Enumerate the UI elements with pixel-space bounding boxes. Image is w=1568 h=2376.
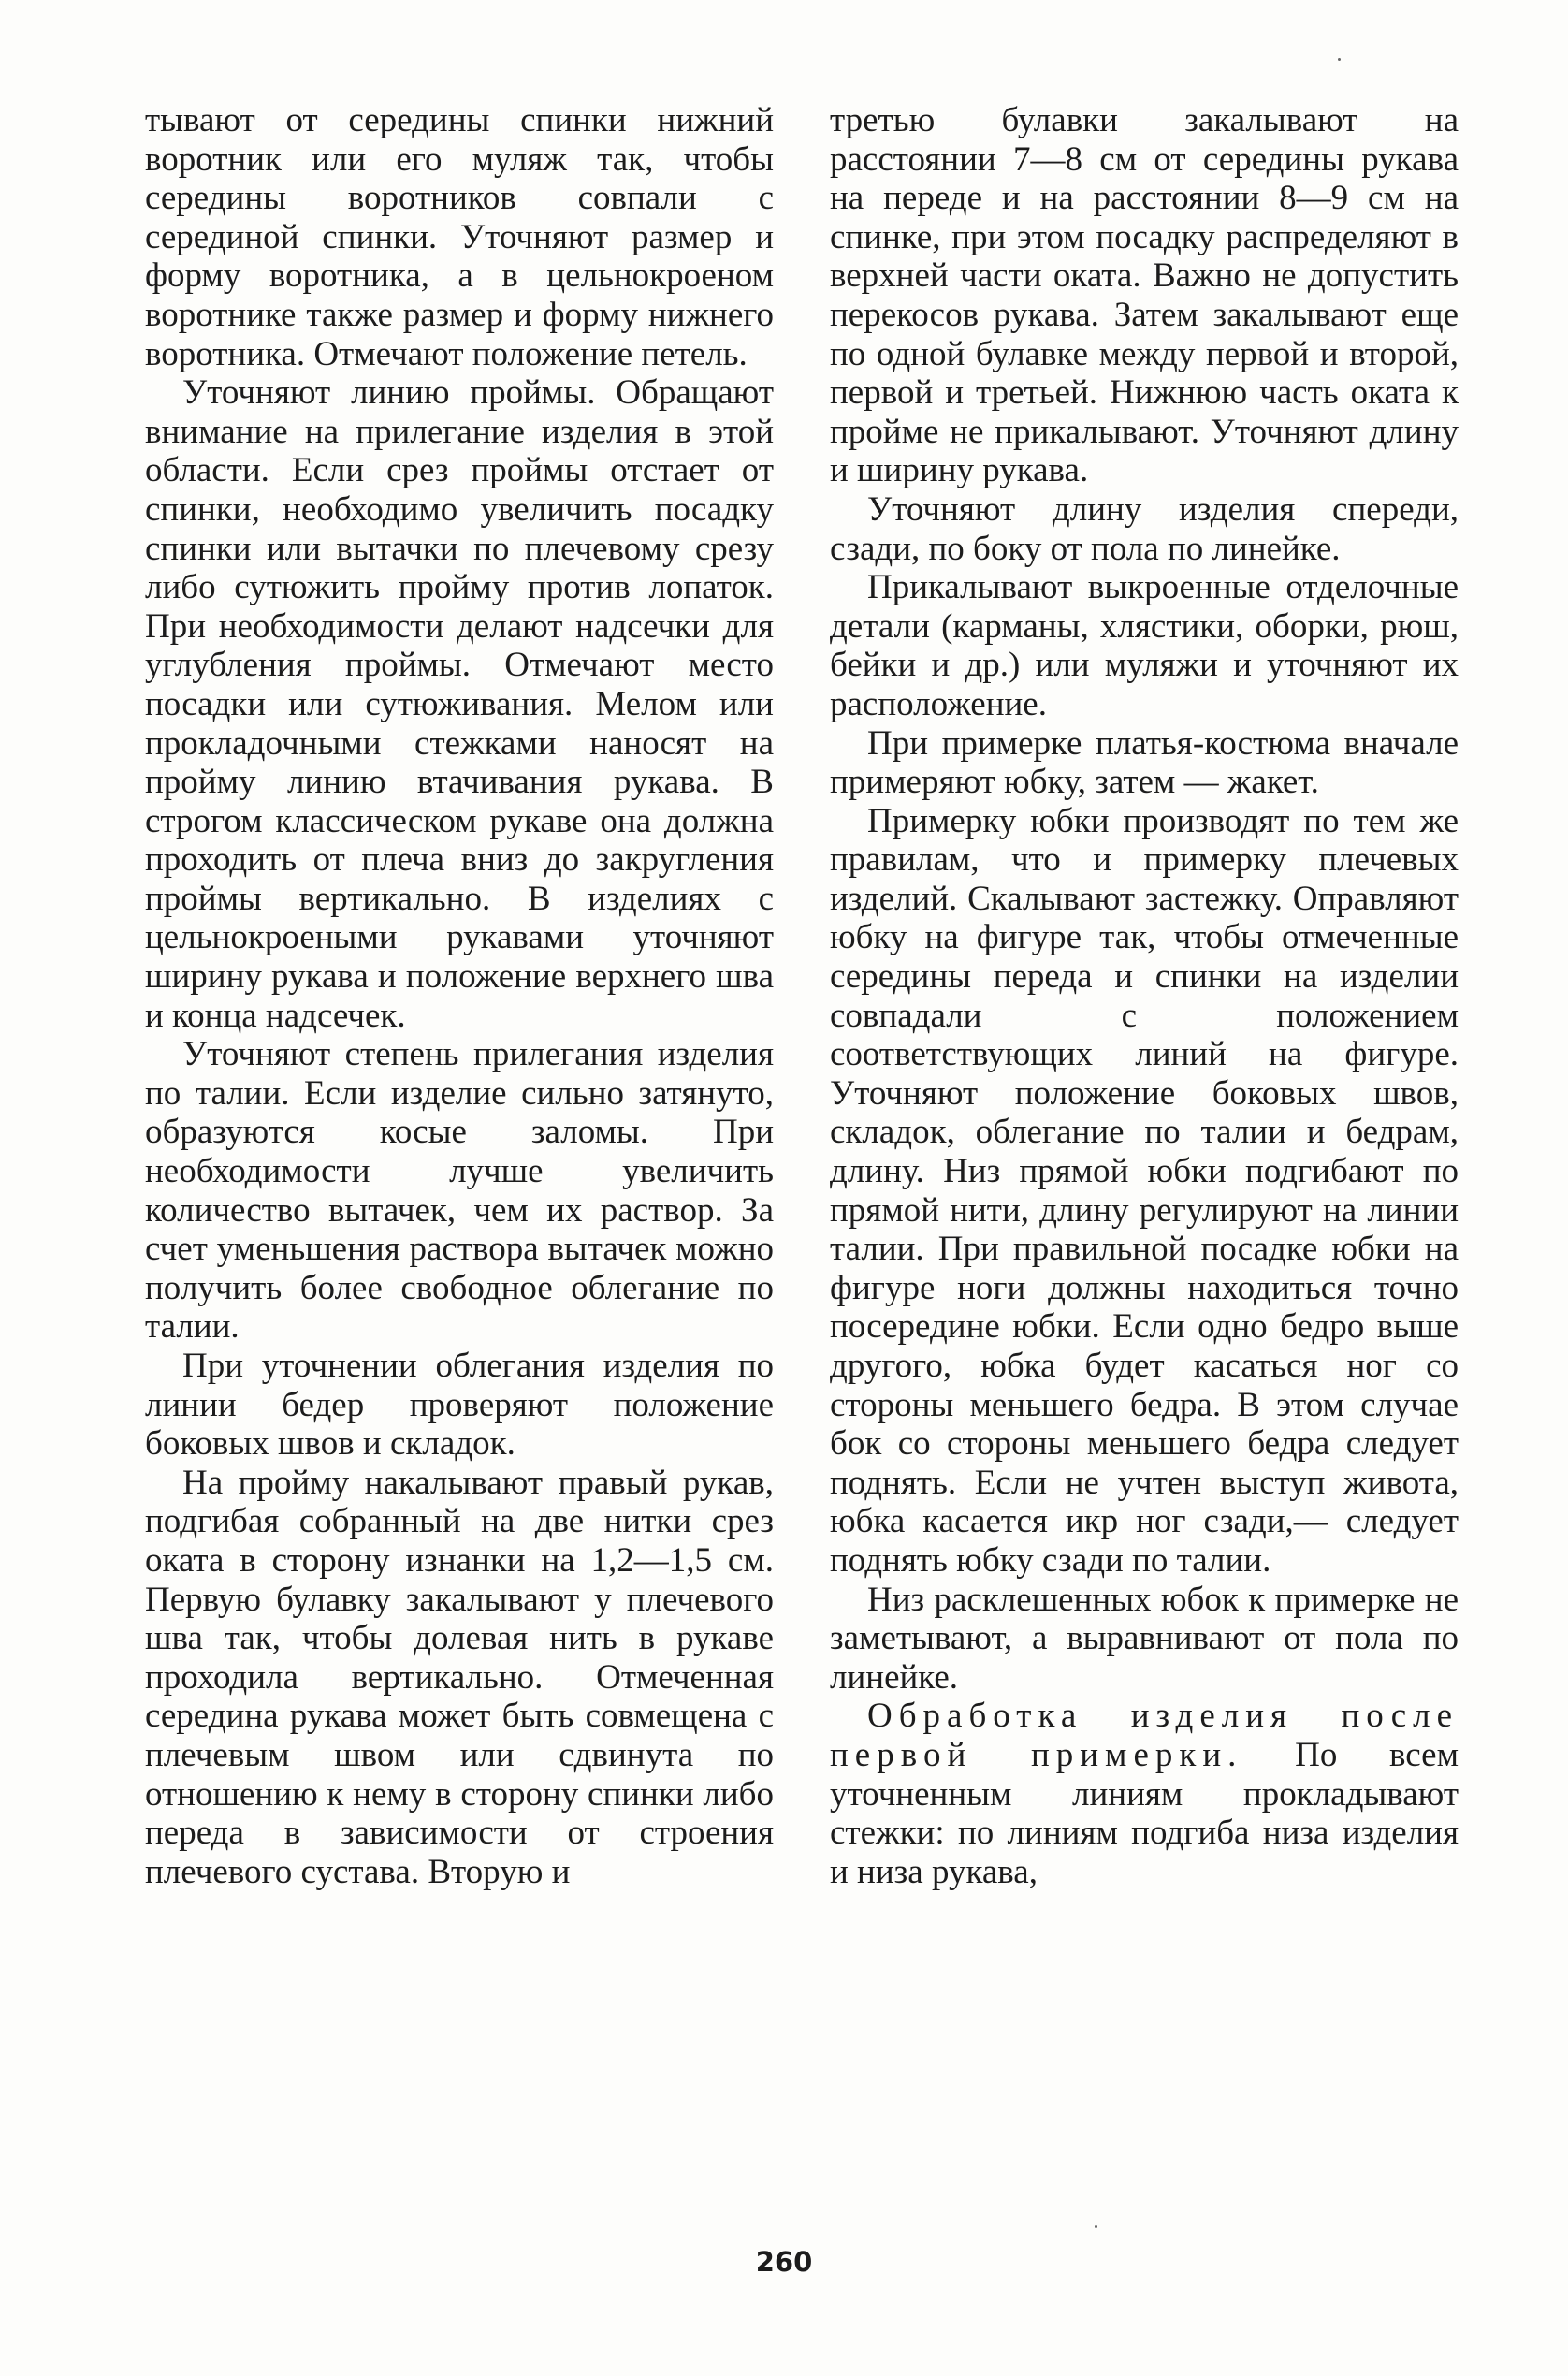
paragraph: Низ расклешенных юбок к примерке не заметывают, а выравнивают от пола по линейке. xyxy=(830,1580,1459,1697)
section-paragraph xyxy=(830,1697,1459,1891)
paragraph: На пройму накалывают правый рукав, подгибая собранный на две нитки срез оката в сторону изнанки на 1,2—1,5 см. Первую булавку закалывают у плечевого шва так, чтобы долевая нить в рукаве проходила вертикально. Отмеченная середина рукава может быть совмещена с плечевым швом или сдвинута по отношению к нему в сторону спинки либо переда в зависимости от строения плечевого сустава. Вторую и xyxy=(145,1463,774,1891)
section-text: По всем уточненным линиям прокладывают стежки: по линиям подгиба низа изделия и низа рукава, xyxy=(830,1735,1459,1891)
left-column xyxy=(145,101,774,1891)
paragraph: Примерку юбки производят по тем же правилам, что и примерку плечевых изделий. Скалывают застежку. Оправляют юбку на фигуре так, чтобы отмеченные середины переда и спинки на изделии совпадали с положением соответствующих линий на фигуре. Уточняют положение боковых швов, складок, облегание по талии и бедрам, длину. Низ прямой юбки подгибают по прямой нити, длину регулируют на линии талии. При правильной посадке юбки на фигуре ноги должны находиться точно посередине юбки. Если одно бедро выше другого, юбка будет касаться ног со стороны меньшего бедра. В этом случае бок со стороны меньшего бедра следует поднять. Если не учтен выступ живота, юбка касается икр ног сзади,— следует поднять юбку сзади по талии. xyxy=(830,801,1459,1580)
paragraph: При примерке платья-костюма вначале примеряют юбку, затем — жакет. xyxy=(830,723,1459,802)
paragraph: Прикалывают выкроенные отделочные детали (карманы, хлястики, оборки, рюш, бейки и др.) или муляжи и уточняют их расположение. xyxy=(830,568,1459,723)
paragraph: Уточняют линию проймы. Обращают внимание на прилегание изделия в этой области. Если срез проймы отстает от спинки, необходимо увеличить посадку спинки или вытачки по плечевому срезу либо сутюжить пройму против лопаток. При необходимости делают надсечки для углубления проймы. Отмечают место посадки или сутюживания. Мелом или прокладочными стежками наносят на пройму линию втачивания рукава. В строгом классическом рукаве она должна проходить от плеча вниз до закругления проймы вертикально. В изделиях с цельнокроеными рукавами уточняют ширину рукава и положение верхнего шва и конца надсечек. xyxy=(145,373,774,1035)
paragraph: тывают от середины спинки нижний воротник или его муляж так, чтобы середины воротников совпали с серединой спинки. Уточняют размер и форму воротника, а в цельнокроеном воротнике также размер и форму нижнего воротника. Отмечают положение петель. xyxy=(145,101,774,373)
scan-speck xyxy=(1095,2225,1097,2228)
paragraph: третью булавки закалывают на расстоянии 7—8 см от середины рукава на переде и на расстоянии 8—9 см на спинке, при этом посадку распределяют в верхней части оката. Важно не допустить перекосов рукава. Затем закалывают еще по одной булавке между первой и второй, первой и третьей. Нижнюю часть оката к пройме не прикалывают. Уточняют длину и ширину рукава. xyxy=(830,101,1459,490)
section-lead: Обработка изделия после первой примерки. xyxy=(830,1697,1459,1774)
paragraph: Уточняют длину изделия спереди, сзади, по боку от пола по линейке. xyxy=(830,489,1459,568)
scan-speck xyxy=(1338,58,1341,61)
paragraph: Уточняют степень прилегания изделия по талии. Если изделие сильно затянуто, образуются косые заломы. При необходимости лучше увеличить количество вытачек, чем их раствор. За счет уменьшения раствора вытачек можно получить более свободное облегание по талии. xyxy=(145,1035,774,1347)
right-column xyxy=(830,101,1459,1891)
paragraph: При уточнении облегания изделия по линии бедер проверяют положение боковых швов и складок. xyxy=(145,1347,774,1464)
page-number: 260 xyxy=(755,2246,813,2278)
